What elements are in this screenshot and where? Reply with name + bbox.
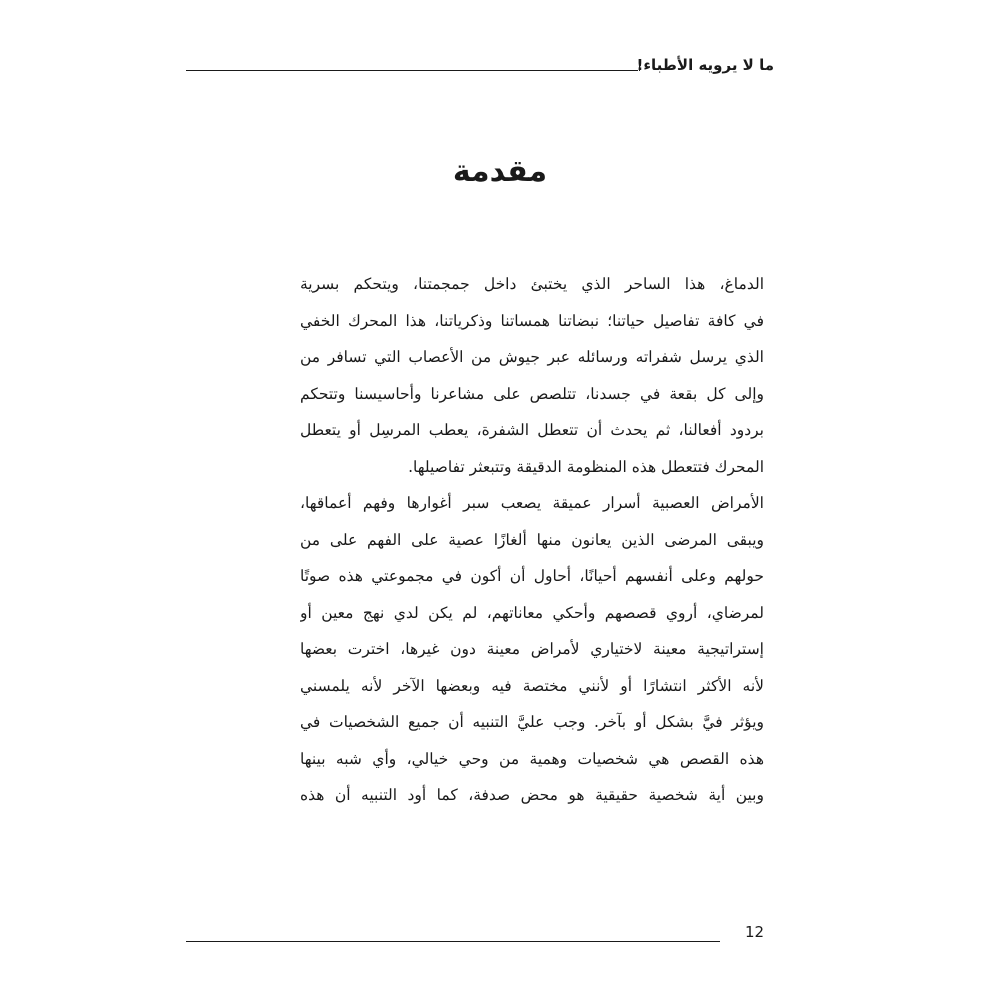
- text-line: وإلى كل بقعة في جسدنا، تتلصص على مشاعرنا وأحاسيسنا وتتحكم: [300, 384, 764, 403]
- paragraph-1: [300, 266, 764, 485]
- text-line: هذه القصص هي شخصيات وهمية من وحي خيالي، وأي شبه بينها: [300, 749, 764, 768]
- text-line: وبين أية شخصية حقيقية هو محض صدفة، كما أود التنبيه أن هذه: [300, 786, 764, 804]
- chapter-title: مقدمة: [452, 154, 548, 189]
- text-line: لأنه الأكثر انتشارًا أو لأنني مختصة فيه وبعضها الآخر لأنه يلمسني: [300, 676, 764, 695]
- page-number: 12: [745, 923, 765, 941]
- text-line: إستراتيجية معينة لاختياري لأمراض معينة دون غيرها، اخترت بعضها: [300, 640, 764, 658]
- text-line: المحرك فتتعطل هذه المنظومة الدقيقة وتتبعثر تفاصيلها.: [408, 457, 764, 476]
- text-line: الأمراض العصبية أسرار عميقة يصعب سبر أغوارها وفهم أعماقها،: [300, 494, 764, 512]
- text-line: بردود أفعالنا، ثم يحدث أن تتعطل الشفرة، يعطب المرسِل أو يتعطل: [300, 421, 764, 439]
- paragraph-2: [300, 485, 764, 814]
- body-text: [300, 266, 764, 814]
- text-line: حولهم وعلى أنفسهم أحيانًا، أحاول أن أكون في مجموعتي هذه صوتًا: [300, 567, 764, 585]
- text-line: في كافة تفاصيل حياتنا؛ نبضاتنا همساتنا وذكرياتنا، هذا المحرك الخفي: [300, 311, 764, 330]
- text-line: ويبقى المرضى الذين يعانون منها ألغازًا عصية على الفهم على من: [300, 530, 764, 549]
- header-rule: [186, 70, 638, 71]
- running-header: ما لا يرويه الأطباء!: [636, 56, 774, 74]
- text-line: الدماغ، هذا الساحر الذي يختبئ داخل جمجمتنا، ويتحكم بسرية: [300, 275, 764, 293]
- text-line: ويؤثر فيَّ بشكل أو بآخر. وجب عليَّ التنبيه أن جميع الشخصيات في: [300, 713, 764, 731]
- footer-rule: [186, 941, 720, 942]
- text-line: لمرضاي، أروي قصصهم وأحكي معاناتهم، لم يكن لدي نهج معين أو: [300, 603, 764, 622]
- text-line: الذي يرسل شفراته ورسائله عبر جيوش من الأعصاب التي تسافر من: [300, 348, 764, 366]
